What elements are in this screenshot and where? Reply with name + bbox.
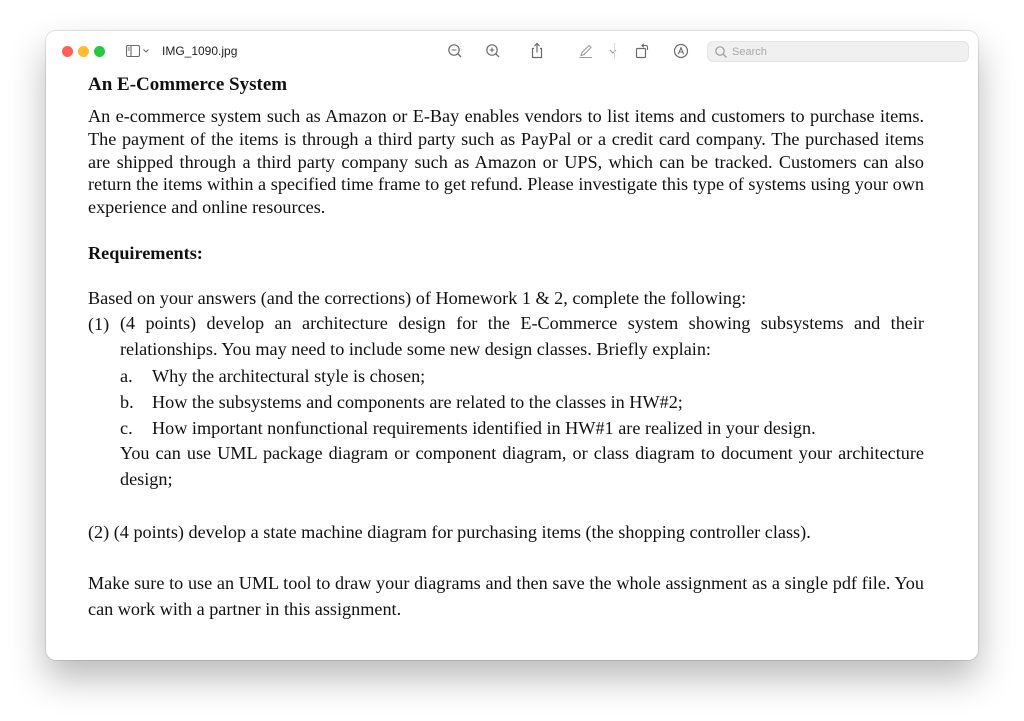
item-2-text: (2) (4 points) develop a state machine diagram for purchasing items (the shopping controller class). <box>88 522 811 542</box>
zoom-out-icon <box>445 41 465 61</box>
subitem-b-label: b. <box>120 392 134 412</box>
markup-pen-icon <box>576 41 596 61</box>
toolbar-divider <box>614 43 615 59</box>
rotate-button[interactable] <box>632 41 652 61</box>
share-icon <box>527 41 547 61</box>
subitem-b-text: How the subsystems and components are related to the classes in HW#2; <box>152 392 683 412</box>
sidebar-toggle-button[interactable] <box>125 42 151 60</box>
zoom-in-button[interactable] <box>483 41 503 61</box>
zoom-button[interactable] <box>94 46 105 57</box>
item-1-number: (1) <box>88 314 110 334</box>
document-view <box>46 71 978 660</box>
search-input[interactable] <box>732 43 962 60</box>
search-field[interactable] <box>707 41 969 62</box>
share-button[interactable] <box>527 41 547 61</box>
closing-paragraph: Make sure to use an UML tool to draw your diagrams and then save the whole assignment as a single pdf file. You can work with a partner in this assignment. <box>88 573 924 619</box>
subitem-a-label: a. <box>120 366 133 386</box>
item-1-footer: You can use UML package diagram or component diagram, or class diagram to document your architecture design; <box>120 443 924 489</box>
subitem-c-label: c. <box>120 418 133 438</box>
minimize-button[interactable] <box>78 46 89 57</box>
document-title: IMG_1090.jpg <box>162 44 238 58</box>
document-heading: An E-Commerce System <box>88 74 288 95</box>
intro-paragraph: An e-commerce system such as Amazon or E-Bay enables vendors to list items and customers to purchase items. The payment of the items is through a third party such as PayPal or a credit card company. The purchased items are shipped through a third party company such as Amazon or UPS, which can be tracked. Customers can also return the items within a specified time frame to get refund. Please investigate this type of systems using your own experience and online resources. <box>88 106 924 218</box>
rotate-icon <box>632 41 652 61</box>
subitem-a-text: Why the architectural style is chosen; <box>152 366 426 386</box>
markup-toolbar-button[interactable] <box>671 41 691 61</box>
markup-circle-icon <box>671 41 691 61</box>
item-1-text: (4 points) develop an architecture design for the E-Commerce system showing subsystems and their relationships. You may need to include some new design classes. Briefly explain: <box>120 313 924 359</box>
zoom-out-button[interactable] <box>445 41 465 61</box>
requirements-heading: Requirements: <box>88 243 203 263</box>
markup-menu-button[interactable] <box>606 41 620 61</box>
title-bar <box>46 31 978 71</box>
zoom-in-icon <box>483 41 503 61</box>
preview-window <box>46 31 978 660</box>
close-button[interactable] <box>62 46 73 57</box>
markup-button[interactable] <box>576 41 596 61</box>
search-icon <box>714 45 728 59</box>
sidebar-icon <box>125 42 151 60</box>
subitem-c-text: How important nonfunctional requirements identified in HW#1 are realized in your design. <box>152 418 816 438</box>
based-on-text: Based on your answers (and the corrections) of Homework 1 & 2, complete the following: <box>88 288 747 308</box>
chevron-down-icon <box>606 41 620 61</box>
